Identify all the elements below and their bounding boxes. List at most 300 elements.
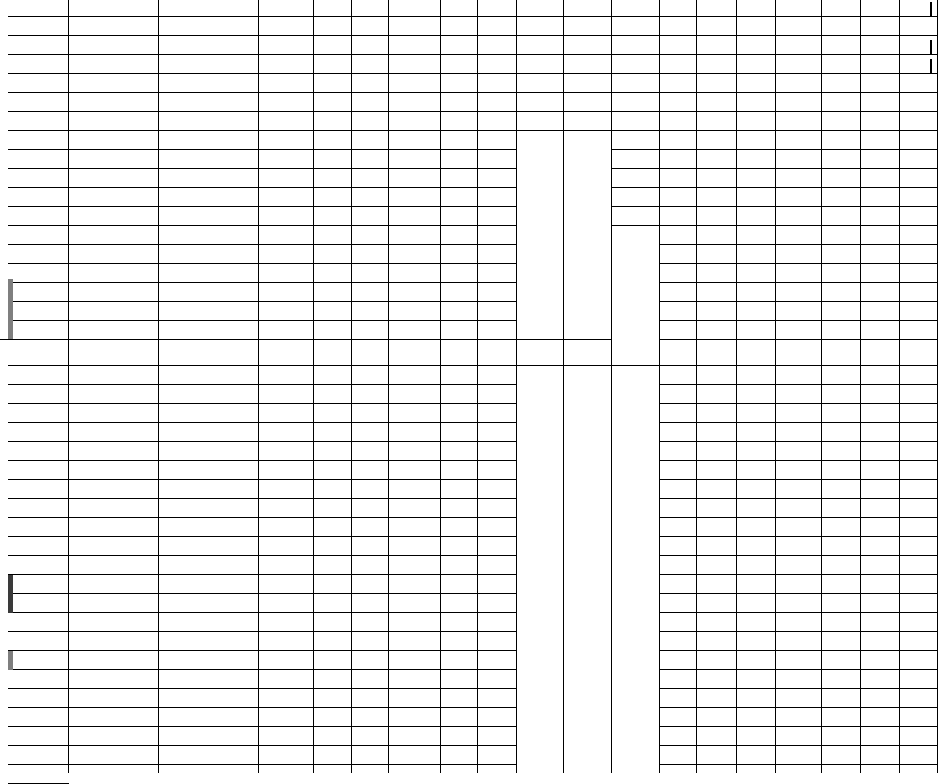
table-cell bbox=[861, 423, 900, 442]
table-cell bbox=[69, 245, 159, 264]
table-cell bbox=[69, 689, 159, 708]
table-cell bbox=[660, 594, 697, 613]
table-cell bbox=[776, 264, 822, 283]
table-cell bbox=[737, 708, 776, 727]
table-cell bbox=[900, 461, 938, 480]
table-cell bbox=[352, 461, 389, 480]
table-cell bbox=[612, 0, 660, 17]
table-cell bbox=[352, 746, 389, 765]
table-cell bbox=[314, 283, 352, 302]
table-cell bbox=[612, 36, 660, 55]
column-header bbox=[314, 347, 352, 366]
table-cell bbox=[517, 55, 564, 74]
table-cell bbox=[389, 17, 441, 36]
table-cell bbox=[822, 670, 861, 689]
table-cell bbox=[660, 632, 697, 651]
table-cell bbox=[660, 226, 697, 245]
table-cell bbox=[900, 689, 938, 708]
table-cell bbox=[660, 207, 697, 226]
table-cell bbox=[159, 188, 259, 207]
row-marker bbox=[8, 651, 13, 670]
table-cell bbox=[861, 302, 900, 321]
table-cell bbox=[352, 264, 389, 283]
table-cell bbox=[441, 93, 478, 112]
table-cell bbox=[697, 708, 737, 727]
table-cell bbox=[8, 423, 69, 442]
table-cell bbox=[697, 74, 737, 93]
table-cell bbox=[389, 264, 441, 283]
table-cell bbox=[352, 480, 389, 499]
table-cell bbox=[352, 366, 389, 385]
table-cell bbox=[660, 36, 697, 55]
table-cell bbox=[478, 499, 517, 518]
table-cell bbox=[259, 499, 314, 518]
table-cell bbox=[737, 169, 776, 188]
table-cell bbox=[660, 169, 697, 188]
table-cell bbox=[8, 499, 69, 518]
table-cell bbox=[69, 0, 159, 17]
table-cell bbox=[259, 404, 314, 423]
table-cell bbox=[159, 499, 259, 518]
table-cell bbox=[8, 537, 69, 556]
table-cell bbox=[861, 36, 900, 55]
table-cell bbox=[697, 442, 737, 461]
table-cell bbox=[822, 708, 861, 727]
table-cell bbox=[478, 112, 517, 131]
table-cell bbox=[776, 245, 822, 264]
table-cell bbox=[822, 689, 861, 708]
table-cell bbox=[776, 423, 822, 442]
table-cell bbox=[737, 613, 776, 632]
table-cell bbox=[697, 226, 737, 245]
table-cell bbox=[776, 746, 822, 765]
table-cell bbox=[612, 169, 660, 188]
table-cell bbox=[8, 651, 69, 670]
table-cell bbox=[822, 112, 861, 131]
merged-cell bbox=[517, 138, 563, 232]
table-cell bbox=[776, 283, 822, 302]
table-cell bbox=[861, 93, 900, 112]
table-cell bbox=[697, 499, 737, 518]
table-cell bbox=[314, 0, 352, 17]
table-cell bbox=[389, 302, 441, 321]
table-cell bbox=[389, 55, 441, 74]
table-cell bbox=[314, 423, 352, 442]
table-cell bbox=[737, 632, 776, 651]
table-cell bbox=[159, 613, 259, 632]
table-cell bbox=[660, 55, 697, 74]
table-cell bbox=[660, 480, 697, 499]
table-cell bbox=[314, 385, 352, 404]
table-cell bbox=[900, 613, 938, 632]
table-cell bbox=[314, 708, 352, 727]
table-cell bbox=[697, 423, 737, 442]
table-cell bbox=[259, 651, 314, 670]
table-cell bbox=[822, 74, 861, 93]
table-cell bbox=[69, 499, 159, 518]
table-cell bbox=[159, 169, 259, 188]
table-cell bbox=[900, 17, 938, 36]
table-cell bbox=[259, 442, 314, 461]
table-cell bbox=[352, 708, 389, 727]
table-cell bbox=[8, 17, 69, 36]
table-cell bbox=[478, 651, 517, 670]
table-cell bbox=[822, 632, 861, 651]
table-cell bbox=[517, 112, 564, 131]
table-cell bbox=[660, 150, 697, 169]
table-cell bbox=[389, 670, 441, 689]
table-cell bbox=[314, 226, 352, 245]
table-cell bbox=[660, 366, 697, 385]
table-cell bbox=[660, 499, 697, 518]
column-header bbox=[69, 347, 159, 366]
table-cell bbox=[69, 423, 159, 442]
table-cell bbox=[478, 93, 517, 112]
table-cell bbox=[352, 0, 389, 17]
edge-mark bbox=[930, 59, 932, 73]
table-cell bbox=[660, 556, 697, 575]
table-cell bbox=[900, 36, 938, 55]
table-cell bbox=[612, 17, 660, 36]
table-cell bbox=[776, 442, 822, 461]
table-cell bbox=[69, 93, 159, 112]
table-cell bbox=[478, 556, 517, 575]
table-cell bbox=[389, 556, 441, 575]
table-cell bbox=[69, 461, 159, 480]
table-cell bbox=[159, 150, 259, 169]
table-cell bbox=[776, 150, 822, 169]
table-cell bbox=[389, 131, 441, 150]
table-cell bbox=[389, 442, 441, 461]
table-cell bbox=[314, 670, 352, 689]
table-cell bbox=[259, 575, 314, 594]
table-cell bbox=[159, 651, 259, 670]
table-cell bbox=[478, 245, 517, 264]
table-cell bbox=[159, 366, 259, 385]
table-cell bbox=[352, 302, 389, 321]
table-cell bbox=[389, 0, 441, 17]
table-cell bbox=[259, 264, 314, 283]
table-cell bbox=[776, 518, 822, 537]
table-cell bbox=[612, 55, 660, 74]
table-cell bbox=[259, 188, 314, 207]
table-cell bbox=[900, 746, 938, 765]
table-cell bbox=[314, 93, 352, 112]
table-cell bbox=[861, 670, 900, 689]
table-cell bbox=[314, 245, 352, 264]
table-cell bbox=[159, 423, 259, 442]
table-cell bbox=[737, 385, 776, 404]
table-cell bbox=[352, 442, 389, 461]
table-cell bbox=[776, 575, 822, 594]
table-cell bbox=[478, 169, 517, 188]
table-cell bbox=[259, 169, 314, 188]
table-cell bbox=[441, 226, 478, 245]
table-cell bbox=[352, 17, 389, 36]
table-cell bbox=[389, 689, 441, 708]
table-cell bbox=[159, 36, 259, 55]
table-cell bbox=[389, 283, 441, 302]
table-cell bbox=[159, 518, 259, 537]
merged-cell bbox=[564, 366, 611, 555]
table-cell bbox=[822, 131, 861, 150]
merged-cell bbox=[612, 366, 659, 745]
table-cell bbox=[660, 575, 697, 594]
table-cell bbox=[259, 727, 314, 746]
table-cell bbox=[8, 169, 69, 188]
table-cell bbox=[861, 55, 900, 74]
table-cell bbox=[478, 74, 517, 93]
column-header bbox=[660, 347, 697, 366]
table-cell bbox=[8, 264, 69, 283]
grid-line bbox=[0, 339, 938, 340]
table-cell bbox=[660, 746, 697, 765]
column-header bbox=[517, 347, 564, 366]
table-cell bbox=[314, 36, 352, 55]
table-cell bbox=[389, 651, 441, 670]
table-cell bbox=[259, 461, 314, 480]
table-cell bbox=[564, 74, 612, 93]
table-cell bbox=[737, 207, 776, 226]
table-cell bbox=[900, 480, 938, 499]
table-cell bbox=[900, 245, 938, 264]
table-cell bbox=[737, 36, 776, 55]
table-cell bbox=[159, 594, 259, 613]
table-cell bbox=[159, 302, 259, 321]
table-cell bbox=[861, 461, 900, 480]
table-cell bbox=[259, 594, 314, 613]
table-cell bbox=[352, 613, 389, 632]
table-cell bbox=[259, 518, 314, 537]
table-cell bbox=[259, 131, 314, 150]
table-cell bbox=[441, 36, 478, 55]
table-cell bbox=[259, 366, 314, 385]
table-cell bbox=[660, 670, 697, 689]
table-cell bbox=[822, 423, 861, 442]
table-cell bbox=[314, 594, 352, 613]
table-cell bbox=[441, 727, 478, 746]
table-cell bbox=[352, 131, 389, 150]
table-cell bbox=[389, 404, 441, 423]
table-cell bbox=[441, 708, 478, 727]
table-cell bbox=[389, 74, 441, 93]
table-cell bbox=[8, 670, 69, 689]
table-cell bbox=[8, 480, 69, 499]
table-cell bbox=[314, 537, 352, 556]
table-cell bbox=[861, 480, 900, 499]
table-cell bbox=[737, 423, 776, 442]
table-cell bbox=[697, 112, 737, 131]
table-cell bbox=[259, 36, 314, 55]
table-cell bbox=[861, 74, 900, 93]
table-cell bbox=[352, 36, 389, 55]
table-cell bbox=[69, 746, 159, 765]
table-cell bbox=[314, 17, 352, 36]
table-cell bbox=[776, 302, 822, 321]
table-cell bbox=[69, 188, 159, 207]
table-cell bbox=[389, 746, 441, 765]
table-cell bbox=[8, 150, 69, 169]
table-cell bbox=[314, 404, 352, 423]
table-cell bbox=[697, 385, 737, 404]
table-cell bbox=[478, 670, 517, 689]
table-cell bbox=[389, 461, 441, 480]
table-cell bbox=[441, 385, 478, 404]
table-cell bbox=[389, 594, 441, 613]
table-cell bbox=[8, 746, 69, 765]
table-cell bbox=[441, 0, 478, 17]
table-cell bbox=[352, 575, 389, 594]
table-cell bbox=[352, 632, 389, 651]
table-cell bbox=[612, 93, 660, 112]
table-cell bbox=[697, 169, 737, 188]
table-cell bbox=[159, 55, 259, 74]
table-cell bbox=[660, 131, 697, 150]
table-cell bbox=[822, 556, 861, 575]
table-cell bbox=[259, 245, 314, 264]
table-cell bbox=[389, 112, 441, 131]
table-cell bbox=[737, 594, 776, 613]
table-cell bbox=[159, 245, 259, 264]
table-cell bbox=[389, 518, 441, 537]
table-cell bbox=[697, 264, 737, 283]
table-cell bbox=[259, 708, 314, 727]
table-cell bbox=[8, 112, 69, 131]
table-cell bbox=[861, 112, 900, 131]
table-cell bbox=[861, 188, 900, 207]
table-cell bbox=[822, 480, 861, 499]
merged-cell bbox=[517, 366, 563, 460]
table-cell bbox=[697, 17, 737, 36]
table-cell bbox=[441, 169, 478, 188]
table-cell bbox=[441, 74, 478, 93]
table-cell bbox=[776, 131, 822, 150]
table-cell bbox=[352, 651, 389, 670]
table-cell bbox=[737, 518, 776, 537]
table-cell bbox=[900, 575, 938, 594]
table-cell bbox=[861, 537, 900, 556]
table-cell bbox=[69, 651, 159, 670]
table-cell bbox=[8, 765, 69, 784]
table-cell bbox=[776, 17, 822, 36]
table-cell bbox=[697, 245, 737, 264]
table-cell bbox=[69, 537, 159, 556]
table-cell bbox=[441, 17, 478, 36]
table-cell bbox=[259, 112, 314, 131]
table-cell bbox=[259, 423, 314, 442]
table-cell bbox=[861, 169, 900, 188]
table-cell bbox=[352, 594, 389, 613]
table-cell bbox=[69, 302, 159, 321]
table-cell bbox=[861, 556, 900, 575]
table-cell bbox=[900, 131, 938, 150]
table-cell bbox=[697, 727, 737, 746]
table-cell bbox=[861, 575, 900, 594]
table-cell bbox=[776, 727, 822, 746]
table-cell bbox=[8, 131, 69, 150]
table-cell bbox=[441, 423, 478, 442]
table-cell bbox=[660, 727, 697, 746]
table-cell bbox=[352, 689, 389, 708]
table-cell bbox=[314, 727, 352, 746]
table-cell bbox=[478, 366, 517, 385]
table-cell bbox=[259, 613, 314, 632]
table-cell bbox=[441, 594, 478, 613]
table-cell bbox=[822, 366, 861, 385]
table-cell bbox=[441, 518, 478, 537]
table-cell bbox=[612, 207, 660, 226]
table-cell bbox=[660, 613, 697, 632]
table-cell bbox=[389, 188, 441, 207]
table-cell bbox=[737, 746, 776, 765]
table-cell bbox=[900, 169, 938, 188]
table-cell bbox=[8, 207, 69, 226]
table-cell bbox=[861, 404, 900, 423]
table-cell bbox=[737, 131, 776, 150]
column-header bbox=[612, 347, 660, 366]
table-cell bbox=[861, 651, 900, 670]
table-cell bbox=[822, 93, 861, 112]
table-cell bbox=[660, 283, 697, 302]
table-cell bbox=[441, 131, 478, 150]
table-cell bbox=[478, 404, 517, 423]
table-cell bbox=[352, 670, 389, 689]
table-cell bbox=[776, 0, 822, 17]
table-cell bbox=[900, 74, 938, 93]
table-cell bbox=[352, 245, 389, 264]
table-cell bbox=[159, 708, 259, 727]
table-cell bbox=[259, 226, 314, 245]
table-cell bbox=[697, 404, 737, 423]
table-cell bbox=[861, 518, 900, 537]
table-cell bbox=[737, 302, 776, 321]
table-cell bbox=[69, 17, 159, 36]
table-cell bbox=[8, 689, 69, 708]
table-cell bbox=[660, 461, 697, 480]
table-cell bbox=[441, 537, 478, 556]
table-cell bbox=[69, 36, 159, 55]
table-cell bbox=[389, 499, 441, 518]
table-cell bbox=[352, 283, 389, 302]
table-cell bbox=[861, 385, 900, 404]
table-cell bbox=[389, 423, 441, 442]
table-cell bbox=[612, 74, 660, 93]
table-cell bbox=[822, 461, 861, 480]
table-cell bbox=[697, 55, 737, 74]
table-cell bbox=[314, 366, 352, 385]
table-cell bbox=[259, 283, 314, 302]
table-cell bbox=[352, 169, 389, 188]
merged-cell bbox=[517, 556, 563, 650]
table-cell bbox=[69, 575, 159, 594]
table-cell bbox=[8, 461, 69, 480]
table-cell bbox=[660, 537, 697, 556]
table-cell bbox=[314, 556, 352, 575]
table-cell bbox=[737, 404, 776, 423]
table-cell bbox=[441, 499, 478, 518]
table-cell bbox=[478, 55, 517, 74]
table-cell bbox=[900, 112, 938, 131]
table-cell bbox=[159, 131, 259, 150]
table-cell bbox=[517, 93, 564, 112]
table-cell bbox=[352, 188, 389, 207]
edge-mark bbox=[930, 40, 932, 54]
table-cell bbox=[352, 150, 389, 169]
table-cell bbox=[389, 708, 441, 727]
table-cell bbox=[737, 537, 776, 556]
table-cell bbox=[478, 188, 517, 207]
table-cell bbox=[314, 188, 352, 207]
